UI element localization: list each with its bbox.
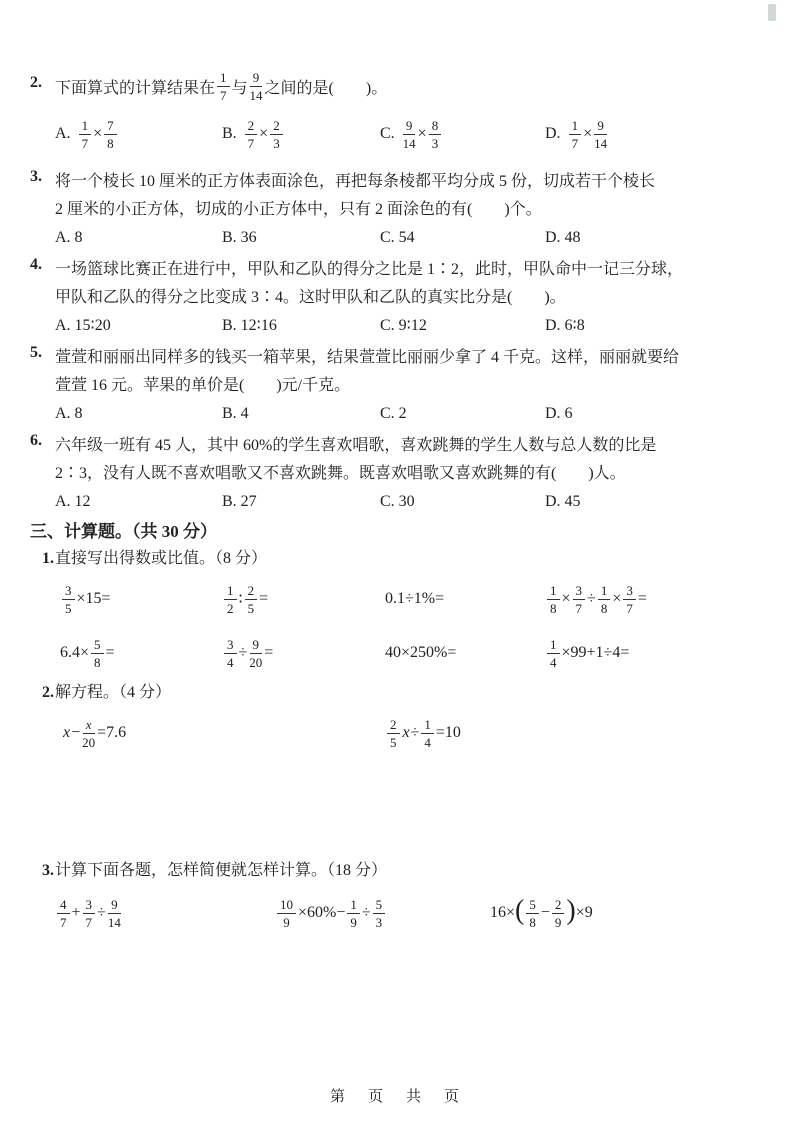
question-number: 3.: [30, 168, 42, 185]
calc-q2-title: 解方程。（4 分）: [55, 684, 172, 701]
calc-q1-row2: [0, 630, 793, 676]
option-formula: $\frac{1}{7}$ × $\frac{7}{8}$: [77, 119, 119, 150]
question-number: 2.: [42, 684, 54, 701]
option-b: B. 36: [222, 229, 257, 246]
calc-q1-label: [0, 548, 793, 570]
option-a: [55, 119, 222, 150]
question-number: 4.: [30, 256, 42, 273]
equation: $\frac{2}{5}$ x ÷ $\frac{1}{4}$ =10: [385, 718, 461, 749]
calc-q1-row1: [0, 576, 793, 622]
calc-q3-label: [0, 860, 793, 882]
question-6-options: [55, 490, 759, 514]
option-a: A. 8: [55, 405, 83, 422]
expression: 16× ( $\frac{5}{8}$ − $\frac{2}{9}$ ) ×9: [490, 895, 593, 930]
calc-expression: $\frac{3}{4}$ ÷ $\frac{9}{20}$ =: [222, 638, 385, 669]
expression: $\frac{10}{9}$ ×60%− $\frac{1}{9}$ ÷ $\frac{5}{3}$: [275, 898, 490, 929]
option-b: B. 27: [222, 493, 257, 510]
section-header-calculation: 三、计算题。（共 30 分）: [30, 522, 217, 541]
question-number: 3.: [42, 862, 54, 879]
page-footer: 第 页 共 页: [329, 1089, 463, 1105]
calc-q2-equations: [0, 710, 793, 756]
option-label: B.: [222, 125, 237, 142]
question-text: 六年级一班有 45 人，其中 60%的学生喜欢唱歌，喜欢跳舞的学生人数与总人数的比是: [55, 437, 657, 454]
question-number: 1.: [42, 550, 54, 567]
question-text: 将一个棱长 10 厘米的正方体表面涂色，再把每条棱都平均分成 5 份，切成若干个棱长: [55, 173, 656, 190]
calc-q3-expressions: [0, 888, 793, 938]
option-c: C. 9∶12: [380, 317, 427, 334]
option-label: D.: [545, 125, 561, 142]
calc-q2-label: [0, 682, 793, 704]
question-text: 2 厘米的小正方体，切成的小正方体中，只有 2 面涂色的有( )个。: [55, 201, 542, 218]
question-3: [0, 168, 793, 250]
option-formula: $\frac{2}{7}$ × $\frac{2}{3}$: [243, 119, 285, 150]
calc-expression: $\frac{1}{4}$ ×99+1÷4=: [545, 638, 629, 669]
question-text: 一场篮球比赛正在进行中，甲队和乙队的得分之比是 1∶2，此时，甲队命中一记三分球，: [55, 261, 684, 278]
question-text: 2∶3，没有人既不喜欢唱歌又不喜欢跳舞。既喜欢唱歌又喜欢跳舞的有( )人。: [55, 465, 626, 482]
calc-q3-title: 计算下面各题，怎样简便就怎样计算。（18 分）: [55, 862, 388, 879]
calc-expression: $\frac{3}{5}$ ×15=: [60, 584, 222, 615]
question-2-stem-formula: 下面算式的计算结果在 $\frac{1}{7}$ 与 $\frac{9}{14}$ 之间的是( )。: [55, 69, 388, 103]
option-formula: $\frac{9}{14}$ × $\frac{8}{3}$: [401, 119, 444, 150]
option-d: D. 48: [545, 229, 581, 246]
question-2-options: [55, 110, 759, 158]
option-a: A. 15∶20: [55, 317, 111, 334]
option-b: [222, 119, 380, 150]
question-6: [0, 432, 793, 514]
question-text: 萱萱和丽丽出同样多的钱买一箱苹果，结果萱萱比丽丽少拿了 4 千克。这样，丽丽就要给: [55, 349, 680, 366]
calc-expression: 40×250%=: [385, 644, 457, 661]
question-number: 2.: [30, 74, 42, 91]
question-4-options: [55, 314, 759, 338]
calc-expression: 6.4× $\frac{5}{8}$ =: [60, 636, 115, 670]
question-number: 6.: [30, 432, 42, 449]
question-2-stem: [30, 64, 759, 108]
option-c: C. 54: [380, 229, 415, 246]
option-c: C. 2: [380, 405, 407, 422]
calc-expression: $\frac{1}{2}$ ∶ $\frac{2}{5}$ =: [222, 584, 385, 615]
question-text: 萱萱 16 元。苹果的单价是( )元/千克。: [55, 377, 351, 394]
calc-expression: $\frac{1}{8}$ × $\frac{3}{7}$ ÷ $\frac{1}{8}$ × $\frac{3}{7}$ =: [545, 584, 647, 615]
question-5-options: [55, 402, 759, 426]
scrollbar-thumb[interactable]: [768, 4, 776, 21]
question-2: [0, 64, 793, 158]
option-a: A. 8: [55, 229, 83, 246]
question-5: [0, 344, 793, 426]
option-d: D. 6∶8: [545, 317, 585, 334]
option-d: D. 6: [545, 405, 573, 422]
option-d: D. 45: [545, 493, 581, 510]
equation: x − $\frac{x}{20}$ =7.6: [63, 716, 127, 750]
question-text: 甲队和乙队的得分之比变成 3∶4。这时甲队和乙队的真实比分是( )。: [55, 289, 566, 306]
option-b: B. 4: [222, 405, 249, 422]
option-a: A. 12: [55, 493, 91, 510]
option-label: A.: [55, 125, 71, 142]
expression: $\frac{4}{7}$ + $\frac{3}{7}$ ÷ $\frac{9}{14}$: [55, 898, 275, 929]
option-b: B. 12∶16: [222, 317, 277, 334]
option-d: [545, 119, 609, 150]
question-number: 5.: [30, 344, 42, 361]
calc-q1-title: 直接写出得数或比值。（8 分）: [55, 550, 268, 567]
question-4: [0, 256, 793, 338]
option-label: C.: [380, 125, 395, 142]
option-c: C. 30: [380, 493, 415, 510]
question-3-options: [55, 226, 759, 250]
calc-expression: 0.1÷1%=: [385, 590, 445, 607]
option-c: [380, 119, 545, 150]
option-formula: $\frac{1}{7}$ × $\frac{9}{14}$: [567, 119, 610, 150]
